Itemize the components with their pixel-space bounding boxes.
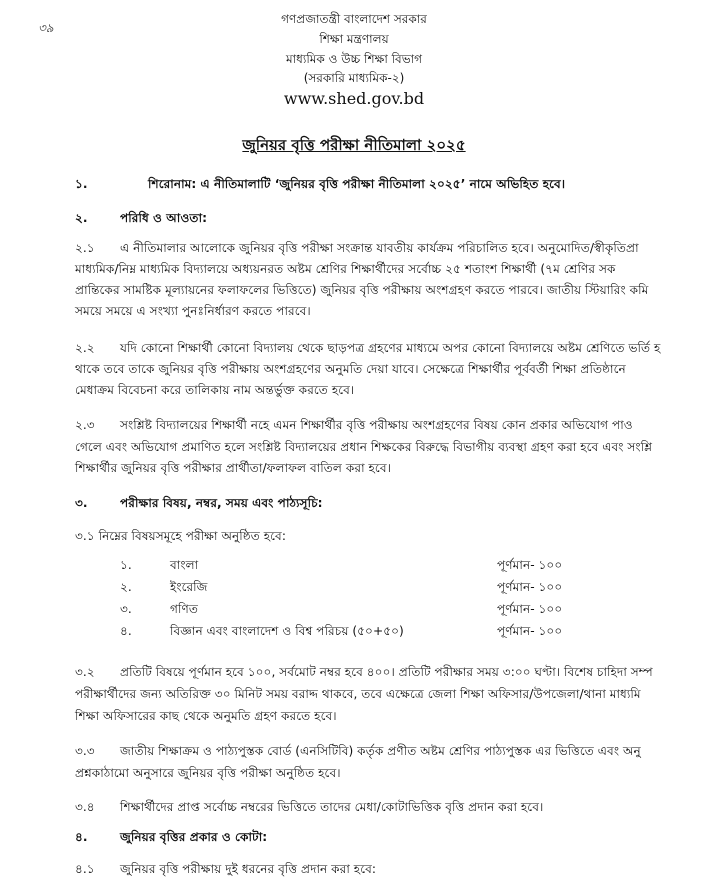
section-4-heading: জুনিয়র বৃত্তির প্রকার ও কোটা: [120, 830, 268, 844]
section-2-1-line-1: এ নীতিমালার আলোকে জুনিয়র বৃত্তি পরীক্ষা সংক্রান্ত যাবতীয় কার্যক্রম পরিচালিত হবে। অনুমোদিত/স্বীকৃতিপ্রা [120, 241, 639, 255]
subject-name: বাংলা [170, 558, 199, 572]
section-4-1-number: ৪.১ [75, 862, 95, 876]
section-3-3-line-2: প্রশ্নকাঠামো অনুসারে জুনিয়র বৃত্তি পরীক্ষা অনুষ্ঠিত হবে। [75, 766, 341, 780]
section-2-1-line-2: মাধ্যমিক/নিম্ন মাধ্যমিক বিদ্যালয়ে অধ্যয়নরত অষ্টম শ্রেণির শিক্ষার্থীদের সর্বোচ্চ ২৫ শতাংশ শিক্ষার্থী (৭ম শ্রেণির সক [75, 262, 616, 276]
section-2-3-line-1: সংশ্লিষ্ট বিদ্যালয়ের শিক্ষার্থী নহে এমন শিক্ষার্থীর বৃত্তি পরীক্ষায় অংশগ্রহণের বিষয় কোন প্রকার অভিযোগ পাও [120, 418, 633, 432]
section-3-3-number: ৩.৩ [75, 744, 95, 758]
section-2-2-number: ২.২ [75, 341, 95, 355]
header-division: মাধ্যমিক ও উচ্চ শিক্ষা বিভাগ [285, 52, 423, 66]
section-3-1-text: ৩.১ নিম্নের বিষয়সমূহে পরীক্ষা অনুষ্ঠিত হবে: [75, 529, 286, 543]
subject-name: ইংরেজি [170, 580, 208, 594]
subject-number: ২. [120, 580, 132, 594]
section-3-4-text: শিক্ষার্থীদের প্রাপ্ত সর্বোচ্চ নম্বরের ভিত্তিতে তাদের মেধা/কোটাভিত্তিক বৃত্তি প্রদান করা হবে। [120, 800, 544, 814]
section-3-heading: পরীক্ষার বিষয়, নম্বর, সময় এবং পাঠ্যসূচি: [120, 496, 323, 510]
section-4-1-text: জুনিয়র বৃত্তি পরীক্ষায় দুই ধরনের বৃত্তি প্রদান করা হবে: [120, 862, 376, 876]
subject-marks: পূর্ণমান- ১০০ [497, 624, 563, 638]
section-2-2-line-1: যদি কোনো শিক্ষার্থী কোনো বিদ্যালয় থেকে ছাড়পত্র গ্রহণের মাধ্যমে অপর কোনো বিদ্যালয়ে অষ্টম শ্রেণিতে ভর্তি হ [120, 341, 661, 355]
document-title: জুনিয়র বৃত্তি পরীক্ষা নীতিমালা ২০২৫ [242, 136, 466, 154]
section-3-2-line-2: পরীক্ষার্থীদের জন্য অতিরিক্ত ৩০ মিনিট সময় বরাদ্দ থাকবে, তবে এক্ষেত্রে জেলা শিক্ষা অফিসার/উপজেলা/থানা মাধ্যমি [75, 687, 641, 701]
handwritten-page-mark: ৩৯ [38, 21, 54, 35]
section-3-4-number: ৩.৪ [75, 800, 95, 814]
section-2-heading: পরিধি ও আওতা: [120, 211, 207, 225]
website-link[interactable]: www.shed.gov.bd [283, 89, 425, 108]
subject-name: গণিত [170, 602, 198, 616]
section-2-3-number: ২.৩ [75, 418, 95, 432]
header-url[interactable] [0, 89, 708, 110]
subject-marks: পূর্ণমান- ১০০ [497, 558, 563, 572]
header-section: (সরকারি মাধ্যমিক-২) [303, 71, 405, 85]
subject-number: ৪. [120, 624, 132, 638]
header-ministry: শিক্ষা মন্ত্রণালয় [319, 32, 389, 46]
section-2-number: ২. [75, 211, 88, 225]
section-1-text: শিরোনাম: এ নীতিমালাটি ‘জুনিয়র বৃত্তি পরীক্ষা নীতিমালা ২০২৫’ নামে অভিহিত হবে। [148, 177, 566, 191]
subject-number: ৩. [120, 602, 132, 616]
section-3-number: ৩. [75, 496, 88, 510]
section-2-1-line-3: প্রান্তিকের সামষ্টিক মূল্যায়নের ফলাফলের ভিত্তিতে) জুনিয়র বৃত্তি পরীক্ষায় অংশগ্রহণ করতে পারবে। জাতীয় স্টিয়ারিং কমি [75, 283, 649, 297]
section-4-number: ৪. [75, 830, 88, 844]
section-2-2-line-3: মেধাক্রম বিবেচনা করে তালিকায় নাম অন্তর্ভুক্ত করতে হবে। [75, 383, 355, 397]
subject-number: ১. [120, 558, 132, 572]
section-3-2-line-3: শিক্ষা অফিসারের কাছ থেকে অনুমতি গ্রহণ করতে হবে। [75, 709, 337, 723]
section-3-3-line-1: জাতীয় শিক্ষাক্রম ও পাঠ্যপুস্তক বোর্ড (এনসিটিবি) কর্তৃক প্রণীত অষ্টম শ্রেণির পাঠ্যপুস্তক এর ভিত্তিতে এবং অনু [120, 744, 641, 758]
section-3-2-line-1: প্রতিটি বিষয়ে পূর্ণমান হবে ১০০, সর্বমোট নম্বর হবে ৪০০। প্রতিটি পরীক্ষার সময় ৩:০০ ঘণ্টা। বিশেষ চাহিদা সম্প [120, 665, 653, 679]
subject-marks: পূর্ণমান- ১০০ [497, 602, 563, 616]
header-govt: গণপ্রজাতন্ত্রী বাংলাদেশ সরকার [281, 12, 427, 26]
section-2-3-line-3: শিক্ষার্থীর জুনিয়র বৃত্তি পরীক্ষার প্রার্থীতা/ফলাফল বাতিল করা হবে। [75, 461, 391, 475]
section-1-number: ১. [75, 177, 88, 191]
section-2-1-line-4: সময়ে সময়ে এ সংখ্যা পুনঃনির্ধারণ করতে পারবে। [75, 304, 311, 318]
subject-name: বিজ্ঞান এবং বাংলাদেশ ও বিশ্ব পরিচয় (৫০+৫০) [170, 624, 404, 638]
section-3-2-number: ৩.২ [75, 665, 95, 679]
subject-marks: পূর্ণমান- ১০০ [497, 580, 563, 594]
section-2-2-line-2: থাকে তবে তাকে জুনিয়র বৃত্তি পরীক্ষায় অংশগ্রহণের অনুমতি দেয়া যাবে। সেক্ষেত্রে শিক্ষার্থীর পূর্ববর্তী শিক্ষা প্রতিষ্ঠানে [75, 362, 626, 376]
section-2-1-number: ২.১ [75, 241, 95, 255]
section-2-3-line-2: গেলে এবং অভিযোগ প্রমাণিত হলে সংশ্লিষ্ট বিদ্যালয়ের প্রধান শিক্ষকের বিরুদ্ধে বিভাগীয় ব্যবস্থা গ্রহণ করা হবে এবং সংশ্লি [75, 440, 653, 454]
